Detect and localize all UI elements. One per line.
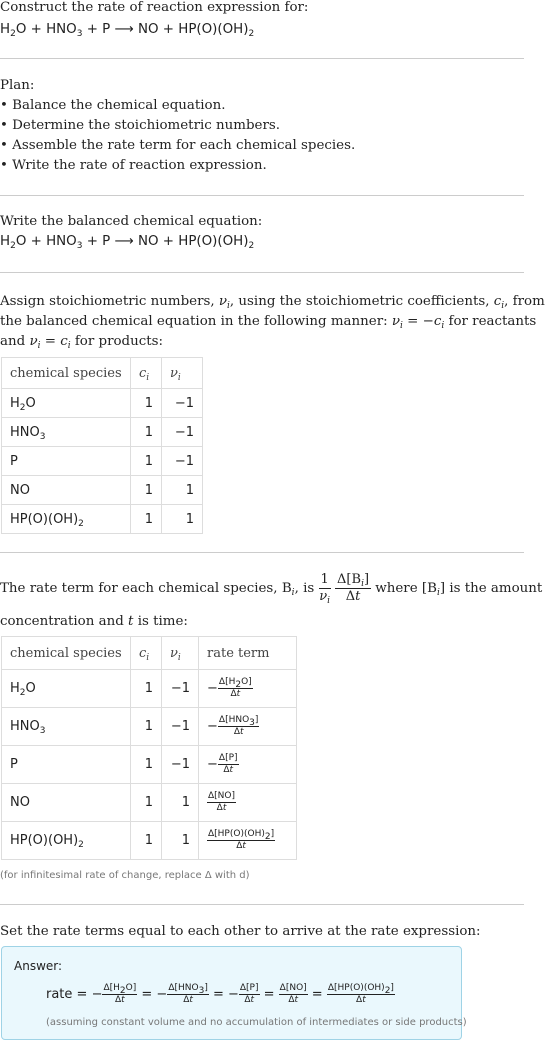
reaction-equation: $H_2O + HNO_3 + P$ ⟶ NO + $HP(O)(OH)_2$ <box>0 22 255 39</box>
coefficient-cell: 1 <box>131 708 162 746</box>
rate-term-intro-line: The rate term for each chemical species, $B_i$, is $\frac{1}{\nu_i}$ $\frac{\Delta[B_i]}{\Delta t}$ where $[B_i]$ is the amount <box>0 572 543 606</box>
divider <box>0 904 524 905</box>
rate-term-table <box>1 636 297 860</box>
species-cell: P <box>2 447 131 476</box>
table-row <box>2 447 203 476</box>
coefficient-cell: 1 <box>131 505 162 534</box>
coefficient-cell: 1 <box>131 389 162 418</box>
divider <box>0 272 524 273</box>
species-cell: NO <box>2 784 131 822</box>
answer-label: Answer: <box>14 959 63 973</box>
column-header: rate term <box>199 637 297 670</box>
divider <box>0 552 524 553</box>
table-row <box>2 822 297 860</box>
species-cell: $HP(O)(OH)_2$ <box>2 822 131 860</box>
stoich-number-cell: 1 <box>162 784 199 822</box>
species-cell: NO <box>2 476 131 505</box>
divider <box>0 195 524 196</box>
table-row <box>2 389 203 418</box>
plan-step: • Determine the stoichiometric numbers. <box>0 118 280 133</box>
coefficient-cell: 1 <box>131 418 162 447</box>
table-row <box>2 746 297 784</box>
plan-step: • Assemble the rate term for each chemical species. <box>0 138 356 153</box>
column-header: chemical species <box>2 637 131 670</box>
coefficient-cell: 1 <box>131 447 162 476</box>
stoich-number-cell: 1 <box>162 505 203 534</box>
column-header: $c_i$ <box>131 637 162 670</box>
rate-term-cell: − $\frac{\Delta[HNO_3]}{\Delta t}$ <box>199 708 297 746</box>
plan-title: Plan: <box>0 78 35 93</box>
table-row <box>2 418 203 447</box>
plan-step: • Write the rate of reaction expression. <box>0 158 267 173</box>
species-cell: $HNO_3$ <box>2 418 131 447</box>
stoich-number-cell: −1 <box>162 418 203 447</box>
balanced-equation: $H_2O + HNO_3 + P$ ⟶ NO + $HP(O)(OH)_2$ <box>0 234 255 251</box>
species-cell: $H_2O$ <box>2 389 131 418</box>
coefficient-cell: 1 <box>131 822 162 860</box>
stoich-intro-line: Assign stoichiometric numbers, $\nu_i$, using the stoichiometric coefficients, $c_i$, from <box>0 294 545 311</box>
coefficient-cell: 1 <box>131 476 162 505</box>
stoich-intro-line: the balanced chemical equation in the following manner: $\nu_i = -c_i$ for reactants <box>0 314 537 331</box>
stoich-number-cell: −1 <box>162 746 199 784</box>
stoich-number-cell: −1 <box>162 708 199 746</box>
stoich-number-cell: −1 <box>162 389 203 418</box>
table-row <box>2 708 297 746</box>
infinitesimal-note: (for infinitesimal rate of change, replace Δ with d) <box>0 870 250 881</box>
rate-term-cell: $\frac{\Delta[NO]}{\Delta t}$ <box>199 784 297 822</box>
stoich-table <box>1 357 203 534</box>
species-cell: $HP(O)(OH)_2$ <box>2 505 131 534</box>
column-header: $\nu_i$ <box>162 358 203 389</box>
final-intro: Set the rate terms equal to each other to arrive at the rate expression: <box>0 924 481 939</box>
rate-term-cell: − $\frac{\Delta[H_2O]}{\Delta t}$ <box>199 670 297 708</box>
stoich-number-cell: 1 <box>162 476 203 505</box>
species-cell: P <box>2 746 131 784</box>
table-header-row <box>2 358 203 389</box>
stoich-number-cell: 1 <box>162 822 199 860</box>
rate-term-cell: $\frac{\Delta[HP(O)(OH)_2]}{\Delta t}$ <box>199 822 297 860</box>
table-row <box>2 505 203 534</box>
column-header: $c_i$ <box>131 358 162 389</box>
stoich-number-cell: −1 <box>162 447 203 476</box>
rate-term-intro-line: concentration and t is time: <box>0 614 188 629</box>
rate-expression: rate = − $\frac{\Delta[H_2O]}{\Delta t}$ = − $\frac{\Delta[HNO_3]}{\Delta t}$ = − $\frac{\Delta[P]}{\Delta t}$ = $\frac{\Delta[NO]}{\Delta t}$ = $\frac{\Delta[HP(O)(OH)_2]}{\Delta t}$ <box>46 983 394 1005</box>
column-header: $\nu_i$ <box>162 637 199 670</box>
column-header: chemical species <box>2 358 131 389</box>
species-cell: $HNO_3$ <box>2 708 131 746</box>
coefficient-cell: 1 <box>131 746 162 784</box>
coefficient-cell: 1 <box>131 670 162 708</box>
table-row <box>2 670 297 708</box>
stoich-number-cell: −1 <box>162 670 199 708</box>
table-header-row <box>2 637 297 670</box>
stoich-intro-line: and $\nu_i = c_i$ for products: <box>0 334 164 351</box>
prompt-text: Construct the rate of reaction expression for: <box>0 0 309 15</box>
coefficient-cell: 1 <box>131 784 162 822</box>
species-cell: $H_2O$ <box>2 670 131 708</box>
divider <box>0 58 524 59</box>
table-row <box>2 476 203 505</box>
answer-box <box>1 946 467 1040</box>
balanced-title: Write the balanced chemical equation: <box>0 214 263 229</box>
table-row <box>2 784 297 822</box>
plan-step: • Balance the chemical equation. <box>0 98 226 113</box>
assumption-note: (assuming constant volume and no accumulation of intermediates or side products) <box>46 1017 467 1028</box>
rate-term-cell: − $\frac{\Delta[P]}{\Delta t}$ <box>199 746 297 784</box>
